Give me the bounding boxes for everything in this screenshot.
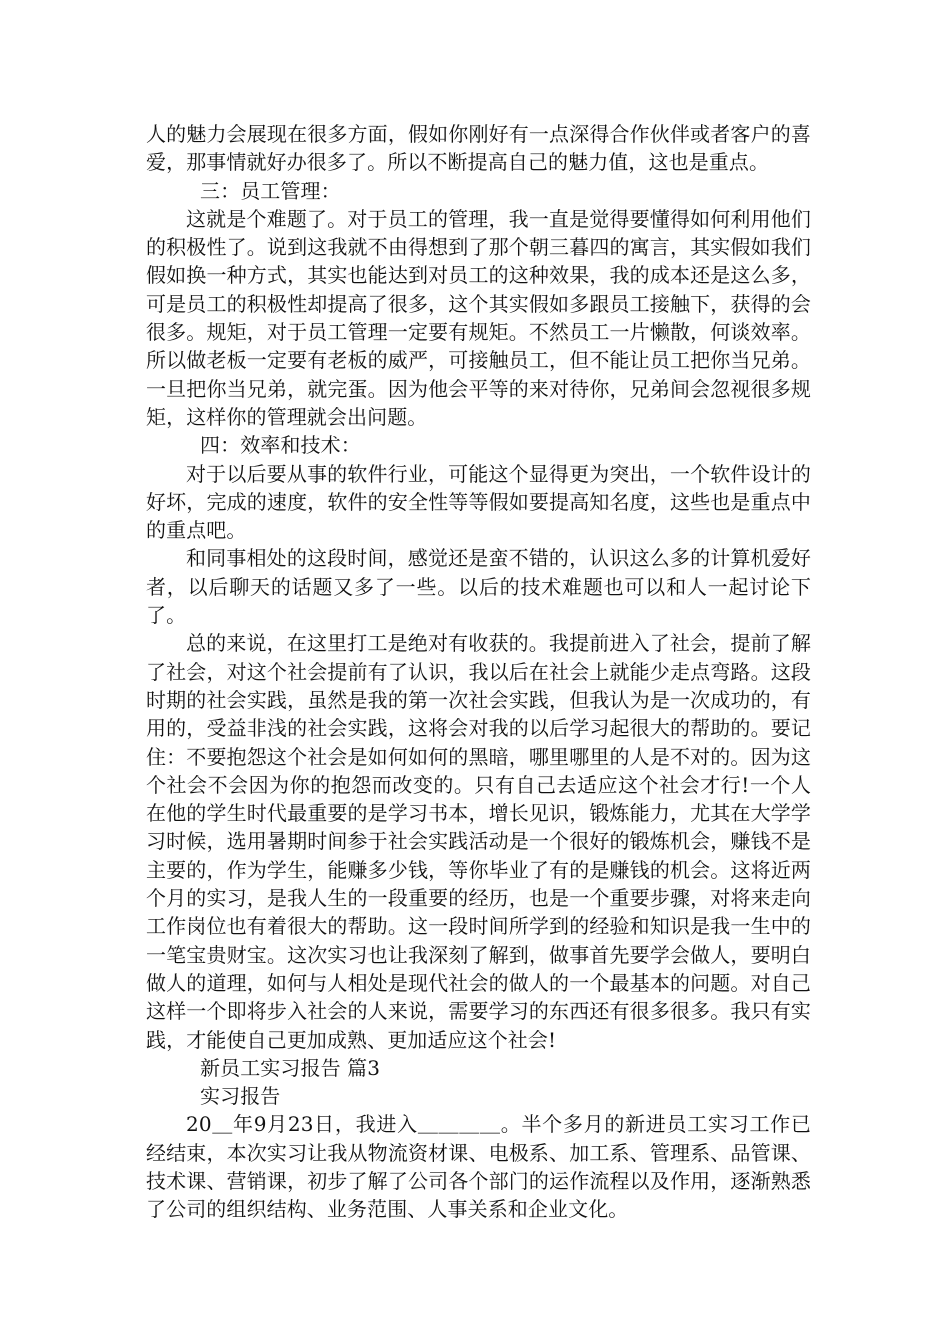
paragraph-summary: 总的来说，在这里打工是绝对有收获的。我提前进入了社会，提前了解了社会，对这个社会提前有了认识，我以后在社会上就能少走点弯路。这段时期的社会实践，虽然是我的第一次社会实践，但我认为是一次成功的，有用的，受益非浅的社会实践，这将会对我的以后学习起很大的帮助的。要记住：不要抱怨这个社会是如何如何的黑暗，哪里哪里的人是不对的。因为这个社会不会因为你的抱怨而改变的。只有自己去适应这个社会才行!一个人在他的学生时代最重要的是学习书本，增长见识，锻炼能力，尤其在大学学习时候，选用暑期时间参于社会实践活动是一个很好的锻炼机会，赚钱不是主要的，作为学生，能赚多少钱，等你毕业了有的是赚钱的机会。这将近两个月的实习，是我人生的一段重要的经历，也是一个重要步骤，对将来走向工作岗位也有着很大的帮助。这一段时间所学到的经验和知识是我一生中的一笔宝贵财宝。这次实习也让我深刻了解到，做事首先要学会做人，要明白做人的道理，如何与人相处是现代社会的做人的一个最基本的问题。对自己这样一个即将步入社会的人来说，需要学习的东西还有很多很多。我只有实践，才能使自己更加成熟、更加适应这个社会! xyxy=(146,631,811,1052)
report-subtitle: 实习报告 xyxy=(200,1084,281,1109)
paragraph-charm: 人的魅力会展现在很多方面，假如你刚好有一点深得合作伙伴或者客户的喜爱，那事情就好办很多了。所以不断提高自己的魅力值，这也是重点。 xyxy=(146,122,811,175)
paragraph-report-intro: 20＿年9月23日，我进入＿＿＿＿。半个多月的新进员工实习工作已经结束，本次实习让我从物流资材课、电极系、加工系、管理系、品管课、技术课、营销课，初步了解了公司各个部门的运作流程以及作用，逐渐熟悉了公司的组织结构、业务范围、人事关系和企业文化。 xyxy=(146,1112,811,1222)
section-heading-efficiency: 四：效率和技术： xyxy=(200,433,361,458)
report-title: 新员工实习报告 篇3 xyxy=(200,1055,381,1080)
paragraph-efficiency: 对于以后要从事的软件行业，可能这个显得更为突出，一个软件设计的好坏，完成的速度，软件的安全性等等假如要提高知名度，这些也是重点中的重点吧。 xyxy=(146,461,811,543)
paragraph-staff-management: 这就是个难题了。对于员工的管理，我一直是觉得要懂得如何利用他们的积极性了。说到这我就不由得想到了那个朝三暮四的寓言，其实假如我们假如换一种方式，其实也能达到对员工的这种效果，我的成本还是这么多，可是员工的积极性却提高了很多，这个其实假如多跟员工接触下，获得的会很多。规矩，对于员工管理一定要有规矩。不然员工一片懒散，何谈效率。所以做老板一定要有老板的威严，可接触员工，但不能让员工把你当兄弟。一旦把你当兄弟，就完蛋。因为他会平等的来对待你，兄弟间会忽视很多规矩，这样你的管理就会出问题。 xyxy=(146,206,811,429)
document-page xyxy=(146,120,811,1224)
paragraph-colleagues: 和同事相处的这段时间，感觉还是蛮不错的，认识这么多的计算机爱好者，以后聊天的话题又多了一些。以后的技术难题也可以和人一起讨论下了。 xyxy=(146,546,811,628)
section-heading-staff-management: 三：员工管理： xyxy=(200,178,341,203)
